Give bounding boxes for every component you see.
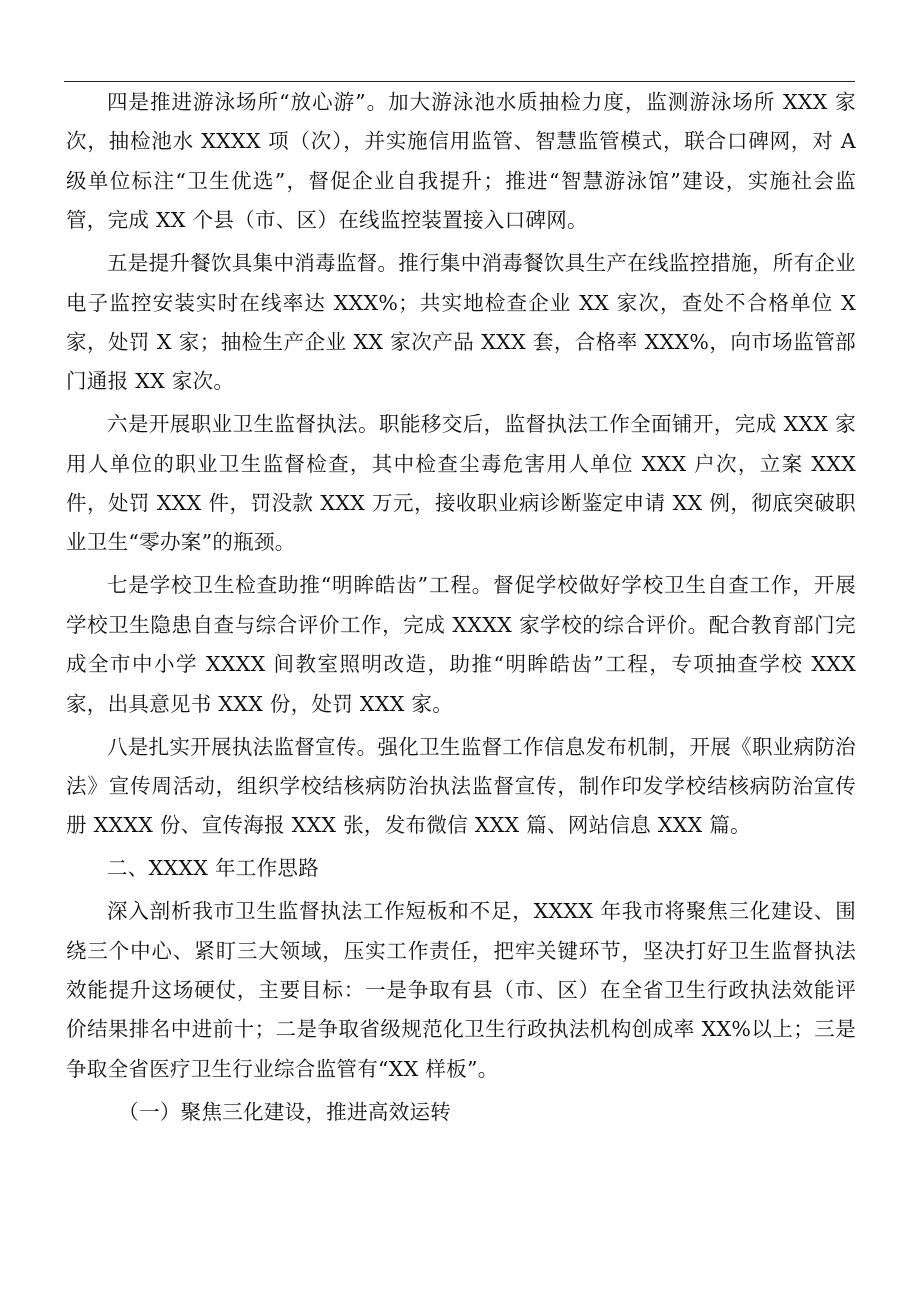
document-body — [66, 83, 856, 1132]
section-heading: 二、XXXX 年工作思路 — [107, 856, 319, 881]
paragraph-publicity: 八是扎实开展执法监督宣传。强化卫生监督工作信息发布机制，开展《职业病防治法》宣传周活动，组织学校结核病防治执法监督宣传，制作印发学校结核病防治宣传册 XXXX 份、宣传海报 XXX 张，发布微信 XXX 篇、网站信息 XXX 篇。 — [66, 734, 856, 838]
header-rule — [64, 81, 855, 82]
paragraph-swimming-venues: 四是推进游泳场所“放心游”。加大游泳池水质抽检力度，监测游泳场所 XXX 家次，抽检池水 XXXX 项（次），并实施信用监管、智慧监管模式，联合口碑网，对 A 级单位标注“卫生优选”，督促企业自我提升；推进“智慧游泳馆”建设，实施社会监管，完成 XX 个县（市、区）在线监控装置接入口碑网。 — [66, 90, 856, 233]
paragraph-tableware-disinfection: 五是提升餐饮具集中消毒监督。推行集中消毒餐饮具生产在线监控措施，所有企业电子监控安装实时在线率达 XXX%；共实地检查企业 XX 家次，查处不合格单位 X 家，处罚 X 家；抽检生产企业 XX 家次产品 XXX 套，合格率 XXX%，向市场监管部门通报 XX 家次。 — [66, 251, 856, 394]
paragraph-occupational-health: 六是开展职业卫生监督执法。职能移交后，监督执法工作全面铺开，完成 XXX 家用人单位的职业卫生监督检查，其中检查尘毒危害用人单位 XXX 户次，立案 XXX 件，处罚 XXX 件，罚没款 XXX 万元，接收职业病诊断鉴定申请 XX 例，彻底突破职业卫生“零办案”的瓶颈。 — [66, 412, 856, 555]
paragraph-school-health: 七是学校卫生检查助推“明眸皓齿”工程。督促学校做好学校卫生自查工作，开展学校卫生隐患自查与综合评价工作，完成 XXXX 家学校的综合评价。配合教育部门完成全市中小学 XXXX 间教室照明改造，助推“明眸皓齿”工程，专项抽查学校 XXX 家，出具意见书 XXX 份，处罚 XXX 家。 — [66, 573, 856, 716]
section-paragraph: 深入剖析我市卫生监督执法工作短板和不足，XXXX 年我市将聚焦三化建设、围绕三个中心、紧盯三大领域，压实工作责任，把牢关键环节，坚决打好卫生监督执法效能提升这场硬仗，主要目标：一是争取有县（市、区）在全省卫生行政执法效能评价结果排名中进前十；二是争取省级规范化卫生行政执法机构创成率 XX%以上；三是争取全省医疗卫生行业综合监管有“XX 样板”。 — [66, 899, 856, 1081]
subsection-heading: （一）聚焦三化建设，推进高效运转 — [118, 1099, 452, 1124]
